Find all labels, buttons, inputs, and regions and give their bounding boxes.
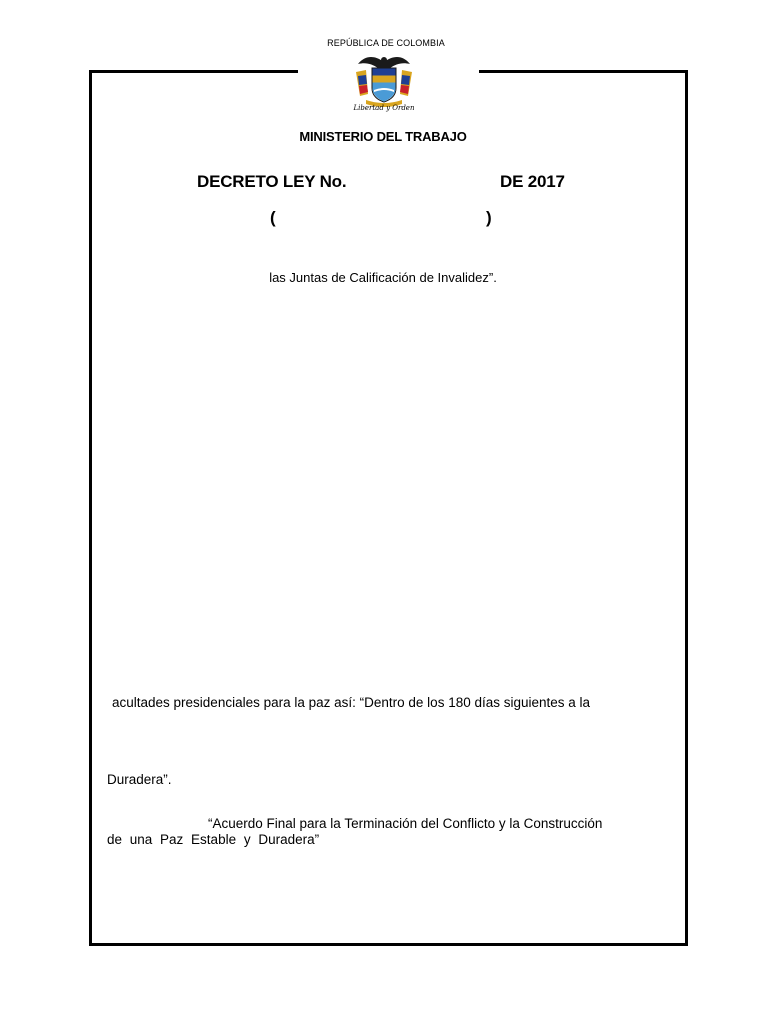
- republic-heading: REPÚBLICA DE COLOMBIA: [327, 38, 445, 48]
- decree-subtitle: las Juntas de Calificación de Invalidez”.: [269, 270, 497, 285]
- frame-top-left-border: [89, 70, 298, 73]
- date-close-paren: ): [486, 208, 492, 227]
- body-paragraph-line: Duradera”.: [107, 772, 172, 787]
- frame-left-border: [89, 70, 92, 946]
- decree-number-label: DECRETO LEY No.: [197, 172, 347, 191]
- frame-top-right-border: [479, 70, 688, 73]
- date-open-paren: (: [270, 208, 276, 227]
- frame-bottom-border: [89, 943, 688, 946]
- frame-right-border: [685, 70, 688, 946]
- body-paragraph-line: “Acuerdo Final para la Terminación del Conflicto y la Construcción: [208, 816, 603, 831]
- ministry-heading: MINISTERIO DEL TRABAJO: [299, 129, 467, 144]
- body-paragraph-line: acultades presidenciales para la paz así: “Dentro de los 180 días siguientes a la: [112, 695, 591, 710]
- decree-year-label: DE 2017: [500, 172, 565, 191]
- body-paragraph-line: de una Paz Estable y Duradera”: [107, 832, 320, 847]
- emblem-motto: Libertad y Orden: [353, 104, 415, 112]
